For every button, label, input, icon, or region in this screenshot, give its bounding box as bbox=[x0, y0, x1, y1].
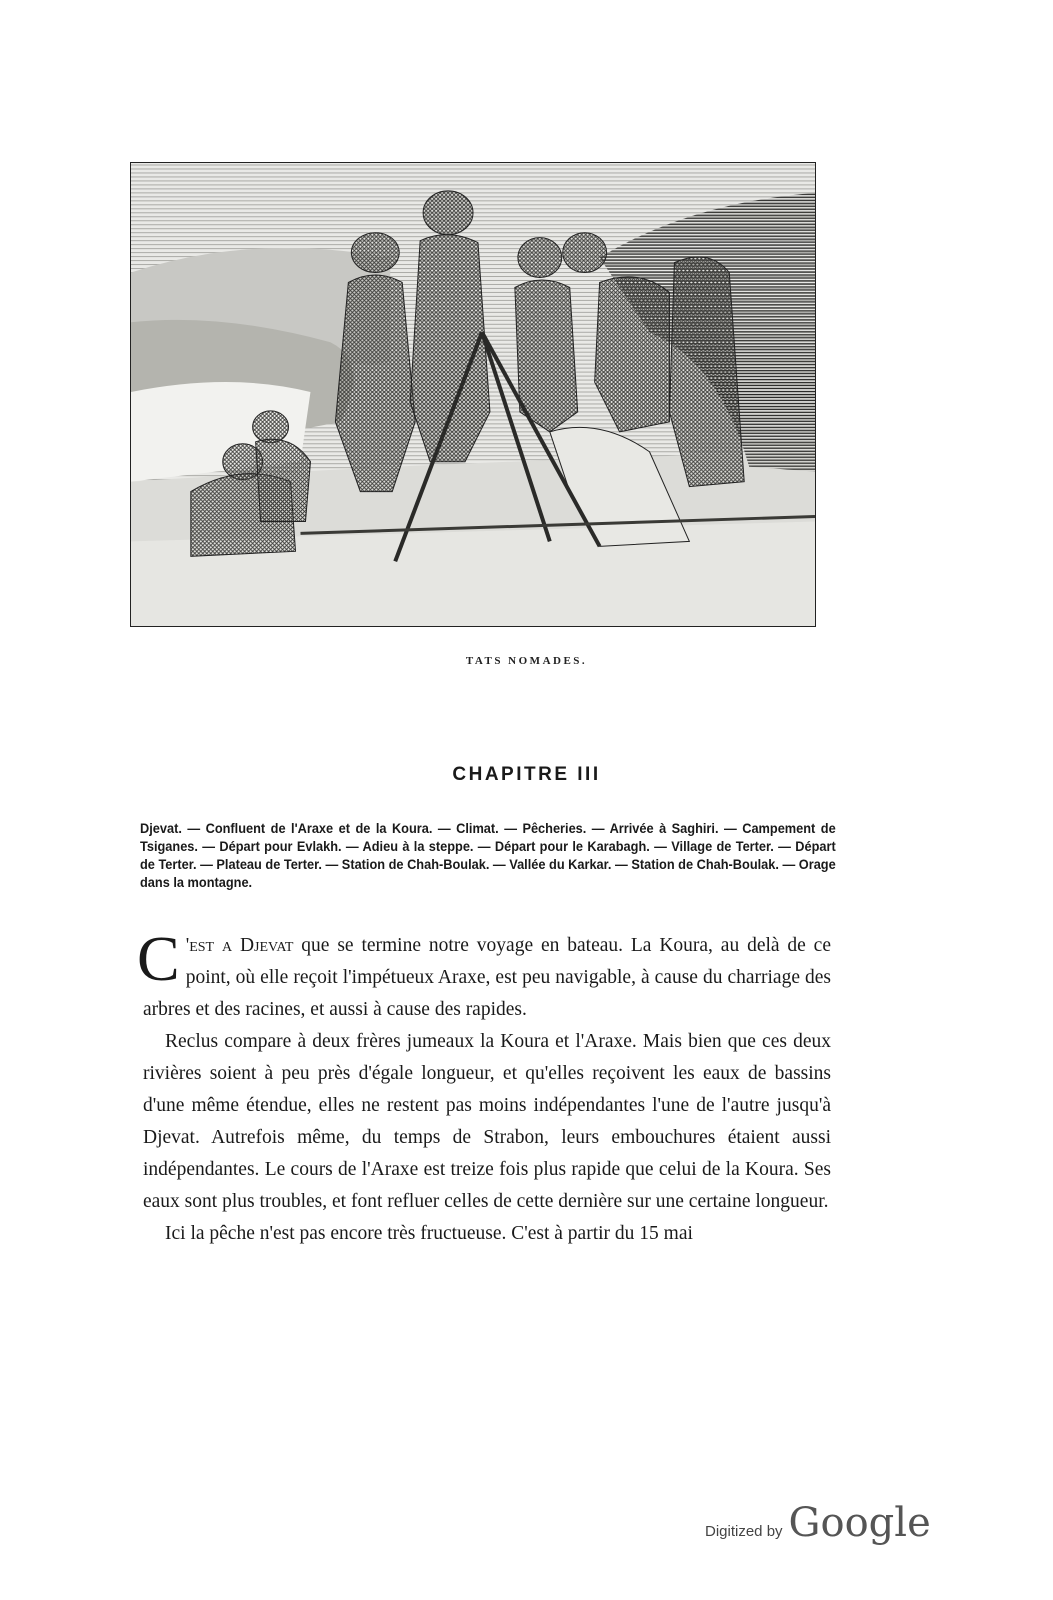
google-logo: Google bbox=[788, 1500, 931, 1546]
chapter-summary: Djevat. — Confluent de l'Araxe et de la Koura. — Climat. — Pêcheries. — Arrivée à Saghiri. — Campement de Tsiganes. — Départ pour Evlakh. — Adieu à la steppe. — Départ pour le Karabagh. — Village de Terter. — Départ de Terter. — Plateau de Terter. — Station de Chah-Boulak. — Vallée du Karkar. — Station de Chah-Boulak. — Orage dans la montagne. bbox=[140, 821, 836, 891]
chapter-title: CHAPITRE III bbox=[452, 764, 601, 785]
digitization-watermark bbox=[705, 1500, 931, 1546]
illustration-caption: TATS NOMADES. bbox=[465, 655, 588, 667]
watermark-prefix: Digitized by bbox=[705, 1523, 783, 1540]
paragraph-1 bbox=[137, 923, 831, 1026]
paragraph-1-text: que se termine notre voyage en bateau. La Koura, au delà de ce point, où elle reçoit l'impétueux Araxe, est peu navigable, à cause du charriage des arbres et des racines, et aussi à cause des rapides. bbox=[143, 935, 831, 1020]
body-text bbox=[137, 923, 831, 1250]
engraving-image bbox=[131, 163, 815, 626]
paragraph-3: Ici la pêche n'est pas encore très fructueuse. C'est à partir du 15 mai bbox=[165, 1223, 693, 1244]
paragraph-2: Reclus compare à deux frères jumeaux la Koura et l'Araxe. Mais bien que ces deux rivières soient à peu près d'égale longueur, et qu'elles reçoivent les eaux de bassins d'une même étendue, elles ne restent pas moins indépendantes l'une de l'autre jusqu'à Djevat. Autrefois même, du temps de Strabon, leurs embouchures étaient aussi indépendantes. Le cours de l'Araxe est treize fois plus rapide que celui de la Koura. Ses eaux sont plus troubles, et font refluer celles de cette dernière sur une certaine longueur. bbox=[143, 1031, 831, 1212]
lead-in: 'est a Djevat bbox=[185, 935, 294, 956]
engraving-illustration bbox=[130, 162, 816, 627]
drop-cap: C bbox=[137, 923, 180, 994]
